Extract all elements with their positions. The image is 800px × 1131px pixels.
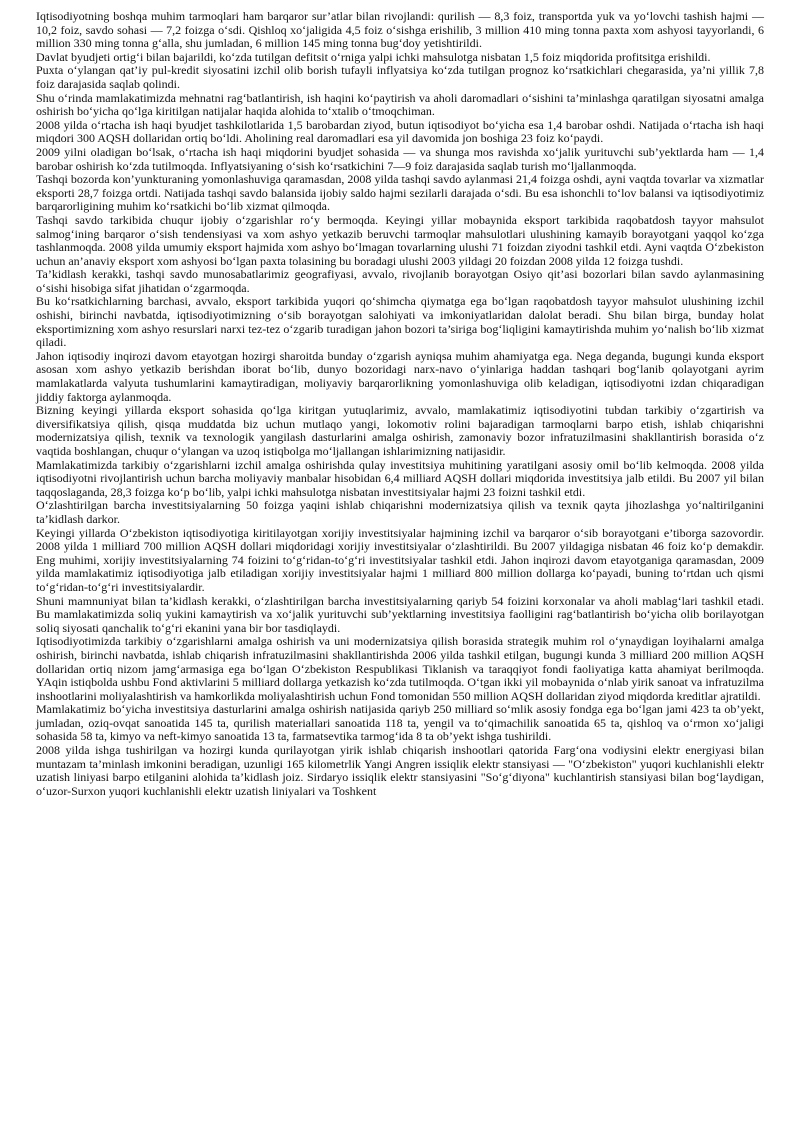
- paragraph-19: 2008 yilda ishga tushirilgan va hozirgi kunda qurilayotgan yirik ishlab chiqarish inshootlari qatorida Farg‘ona vodiysini elektr energiyasi bilan muntazam ta’minlash imkonini beradigan, uzunligi 165 kilometrlik Yangi Angren issiqlik elektr stansiyasi — "O‘zbekiston" yuqori kuchlanishli elektr uzatish liniyasi barpo etilganini alohida ta’kidlash joiz. Sirdaryo issiqlik elektr stansiyasini "So‘g‘diyona" kuchlantirish stansiyasi bilan bog‘laydigan, o‘uzor-Surxon yuqori kuchlanishli elektr uzatish liniyalari va Toshkent: [36, 743, 764, 798]
- paragraph-18: Mamlakatimiz bo‘yicha investitsiya dasturlarini amalga oshirish natijasida qariyb 250 milliard so‘mlik asosiy fondga ega bo‘lgan jami 423 ta ob’yekt, jumladan, oziq-ovqat sanoatida 145 ta, qurilish materiallari sanoatida 118 ta, yengil va to‘qimachilik sanoatida 65 ta, qishloq va o‘rmon xo‘jaligi sohasida 58 ta, kimyo va neft-kimyo sanoatida 13 ta, farmatsevtika tarmog‘ida 8 ta ob’yekt ishga tushirildi.: [36, 702, 764, 744]
- paragraph-8: Tashqi savdo tarkibida chuqur ijobiy o‘zgarishlar ro‘y bermoqda. Keyingi yillar mobaynida eksport tarkibida raqobatdosh tayyor mahsulot salmog‘ining barqaror o‘sish tendensiyasi va xom ashyo yetkazib beruvchi tarmoqlar mahsulotlari ulushining kamayib borayotgani yaqqol ko‘zga tashlanmoqda. 2008 yilda umumiy eksport hajmida xom ashyo bo‘lmagan tovarlarning ulushi 71 foizdan ziyodni tashkil etdi. Ayni vaqtda O‘zbekiston uchun an’anaviy eksport xom ashyosi bo‘lgan paxta tolasining bu boradagi ulushi 2003 yildagi 20 foizdan 2008 yilda 12 foizga tushdi.: [36, 212, 764, 268]
- paragraph-6: 2009 yilni oladigan bo‘lsak, o‘rtacha ish haqi miqdorini byudjet sohasida — va shunga mos ravishda xo‘jalik yurituvchi sub’yektlarda ham — 1,4 barobar oshirish ko‘zda tutilmoqda. Inflyatsiyaning o‘sish ko‘rsatkichini 7—9 foiz darajasida saqlab turish mo‘ljallanmoqda.: [36, 144, 764, 173]
- paragraph-3: Puxta o‘ylangan qat’iy pul-kredit siyosatini izchil olib borish tufayli inflyatsiya ko‘zda tutilgan prognoz ko‘rsatkichlari chegarasida, ya’ni yillik 7,8 foiz darajasida saqlab qolindi.: [36, 63, 764, 91]
- paragraph-15: Keyingi yillarda O‘zbekiston iqtisodiyotiga kiritilayotgan xorijiy investitsiyalar hajmining izchil va barqaror o‘sib borayotgani e’tiborga sazovordir. 2008 yilda 1 milliard 700 million AQSH dollari miqdoridagi xorijiy investitsiyalar o‘zlashtirildi. Bu 2007 yildagiga nisbatan 46 foiz ko‘p demakdir. Eng muhimi, xorijiy investitsiyalarning 74 foizini to‘g‘ridan-to‘g‘ri investitsiyalar tashkil etdi. Jahon inqirozi davom etayotganiga qaramasdan, 2009 yilda mamlakatimiz iqtisodiyotiga jalb etiladigan xorijiy investitsiyalar hajmi 1 milliard 800 million dollarga ko‘payadi, buning to‘rtdan uch qismi to‘g‘ridan-to‘g‘ri investitsiyalardir.: [36, 525, 764, 594]
- paragraph-16: Shuni mamnuniyat bilan ta’kidlash kerakki, o‘zlashtirilgan barcha investitsiyalarning qariyb 54 foizini korxonalar va aholi mablag‘lari tashkil etadi. Bu mamlakatimizda soliq yukini kamaytirish va xo‘jalik yurituvchi sub’yektlarning investitsiya faolligini rag‘batlantirish bo‘yicha olib borilayotgan soliq siyosati qanchalik to‘g‘ri ekanini yana bir bor tasdiqlaydi.: [36, 593, 764, 635]
- paragraph-17: Iqtisodiyotimizda tarkibiy o‘zgarishlarni amalga oshirish va uni modernizatsiya qilish borasida strategik muhim rol o‘ynaydigan loyihalarni amalga oshirish, birinchi navbatda, ishlab chiqarish infratuzilmasini shakllantirishda 2006 yilda tashkil etilgan, bugungi kunda 3 milliard 200 million AQSH dollaridan ortiq nizom jamg‘armasiga ega bo‘lgan O‘zbekiston Respublikasi Tiklanish va taraqqiyot fondi faoliyatiga katta ahamiyat berilmoqda. YAqin istiqbolda ushbu Fond aktivlarini 5 milliard dollarga yetkazish ko‘zda tutilmoqda. O‘tgan ikki yil mobaynida o‘nlab yirik sanoat va infratuzilma inshootlarini moliyalashtirish va hamkorlikda moliyalashtirish uchun Fond tomonidan 550 million AQSH dollaridan ziyod miqdorda kreditlar ajratildi.: [36, 634, 764, 703]
- paragraph-4: Shu o‘rinda mamlakatimizda mehnatni rag‘batlantirish, ish haqini ko‘paytirish va aholi daromadlari o‘sishini ta’minlashga qaratilgan siyosatni amalga oshirish bo‘yicha qo‘lga kiritilgan natijalar haqida alohida to‘xtalib o‘tmoqchiman.: [36, 90, 764, 119]
- paragraph-1: Iqtisodiyotning boshqa muhim tarmoqlari ham barqaror sur’atlar bilan rivojlandi: qurilish — 8,3 foiz, transportda yuk va yo‘lovchi tashish hajmi — 10,2 foiz, savdo sohasi — 7,2 foizga o‘sdi. Qishloq xo‘jaligida 4,5 foiz o‘sishga erishilib, 3 million 410 ming tonna paxta xom ashyosi tayyorlandi, 6 million 330 ming tonna g‘alla, shu jumladan, 6 million 145 ming tonna bug‘doy yetishtirildi.: [36, 9, 764, 51]
- paragraph-2: Davlat byudjeti ortig‘i bilan bajarildi, ko‘zda tutilgan defitsit o‘rniga yalpi ichki mahsulotga nisbatan 1,5 foiz miqdorida profitsitga erishildi.: [36, 49, 711, 64]
- paragraph-12: Bizning keyingi yillarda eksport sohasida qo‘lga kiritgan yutuqlarimiz, avvalo, mamlakatimiz iqtisodiyotini tubdan tarkibiy o‘zgartirish va diversifikatsiya qilish, qisqa muddatda biz uchun mutlaqo yangi, lokomotiv rolini bajaradigan tarmoqlarni barpo etish, ishlab chiqarishni modernizatsiya qilish, texnik va texnologik yangilash dasturlarini amalga oshirish, zamonaviy bozor infratuzilmasini shakllantirish borasida o‘z vaqtida boshlangan, chuqur o‘ylangan va uzoq istiqbolga mo‘ljallangan ishlarimizning natijasidir.: [36, 403, 764, 458]
- paragraph-13: Mamlakatimizda tarkibiy o‘zgarishlarni izchil amalga oshirishda qulay investitsiya muhitining yaratilgani asosiy omil bo‘lib kelmoqda. 2008 yilda iqtisodiyotni rivojlantirish uchun barcha moliyaviy manbalar hisobidan 6,4 milliard AQSH dollari miqdorida investitsiya jalb etildi. Bu 2007 yil bilan taqqoslaganda, 28,3 foizga ko‘p bo‘lib, yalpi ichki mahsulotga nisbatan investitsiyalar hajmi 23 foizni tashkil etdi.: [36, 457, 764, 499]
- paragraph-7: Tashqi bozorda kon’yunkturaning yomonlashuviga qaramasdan, 2008 yilda tashqi savdo aylanmasi 21,4 foizga oshdi, ayni vaqtda tovarlar va xizmatlar eksporti 28,7 foizga ortdi. Natijada tashqi savdo balansida ijobiy saldo hajmi sezilarli darajada o‘sdi. Bu esa ishonchli to‘lov balansi va iqtisodiyotimiz barqarorligining muhim ko‘rsatkichi bo‘lib xizmat qilmoqda.: [36, 172, 764, 214]
- paragraph-5: 2008 yilda o‘rtacha ish haqi byudjet tashkilotlarida 1,5 barobardan ziyod, butun iqtisodiyot bo‘yicha esa 1,4 barobar oshdi. Natijada o‘rtacha ish haqi miqdori 300 AQSH dollaridan ortiq bo‘ldi. Aholining real daromadlari esa yil davomida jon boshiga 23 foiz ko‘paydi.: [36, 117, 764, 146]
- paragraph-10: Bu ko‘rsatkichlarning barchasi, avvalo, eksport tarkibida yuqori qo‘shimcha qiymatga ega bo‘lgan raqobatdosh tayyor mahsulot ulushining izchil oshishi, birinchi navbatda, iqtisodiyotimizning o‘sib borayotgan salohiyati va imkoniyatlaridan dalolat beradi. Shu bilan birga, bunday holat eksportimizning xom ashyo resurslari narxi tez-tez o‘zgarib turadigan jahon bozori ta’siriga bog‘liqligini kamaytirishda muhim yo‘nalish bo‘lib xizmat qiladi.: [36, 294, 764, 350]
- paragraph-14: O‘zlashtirilgan barcha investitsiyalarning 50 foizga yaqini ishlab chiqarishni modernizatsiya qilish va texnik qayta jihozlashga yo‘naltirilganini ta’kidlash darkor.: [36, 498, 764, 526]
- document-page: [36, 10, 764, 798]
- paragraph-11: Jahon iqtisodiy inqirozi davom etayotgan hozirgi sharoitda bunday o‘zgarish ayniqsa muhim ahamiyatga ega. Nega deganda, bugungi kunda eksport asosan xom ashyo yetkazib berishdan iborat bo‘lib, dunyo bozoridagi narx-navo o‘yinlariga haddan tashqari bog‘lanib qolayotgani ayrim mamlakatlarda valyuta tushumlarini kamaytiradigan, moliyaviy barqarorlikning yomonlashuviga olib keladigan, iqtisodiyotni izdan chiqaradigan jiddiy faktorga aylanmoqda.: [36, 348, 764, 404]
- paragraph-9: Ta’kidlash kerakki, tashqi savdo munosabatlarimiz geografiyasi, avvalo, rivojlanib borayotgan Osiyo qit’asi bozorlari bilan savdo aylanmasining o‘sishi hisobiga sifat jihatidan o‘zgarmoqda.: [36, 267, 764, 295]
